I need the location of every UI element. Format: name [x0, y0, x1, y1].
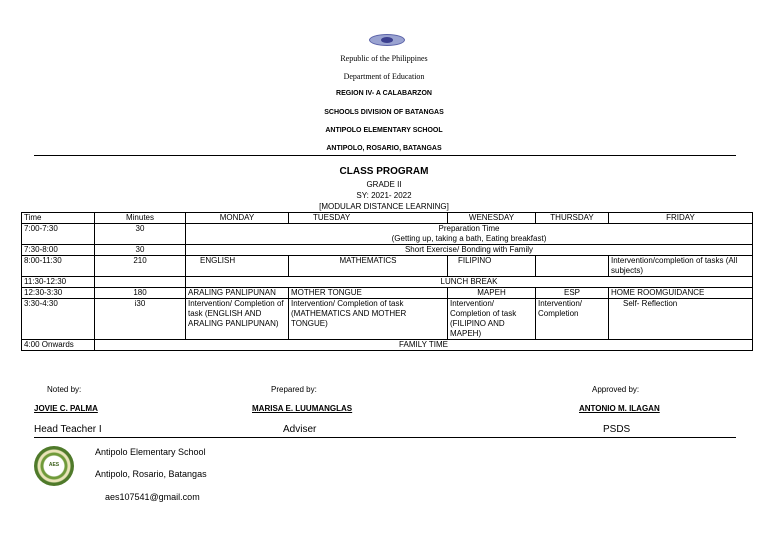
region-line: REGION IV- A CALABARZON [336, 90, 432, 97]
row4-minutes [95, 277, 186, 288]
table-row [22, 256, 753, 277]
row2-minutes: 30 [95, 245, 186, 256]
table-row [22, 299, 753, 340]
row1-time: 7:00-7:30 [22, 224, 95, 245]
prepared-label: Prepared by: [271, 385, 317, 394]
row3-wednesday: FILIPINO [448, 256, 536, 277]
logo-text: AES [48, 462, 60, 468]
noted-name: JOVIE C. PALMA [34, 404, 98, 413]
footer-school-name: Antipolo Elementary School [95, 447, 206, 457]
footer-divider [34, 437, 736, 438]
row5-time: 12:30-3:30 [22, 288, 95, 299]
republic-line: Republic of the Philippines [340, 54, 428, 63]
row3-time: 8:00-11:30 [22, 256, 95, 277]
row1-minutes: 30 [95, 224, 186, 245]
row3-thursday [536, 256, 609, 277]
header-divider [34, 155, 736, 156]
row6-monday: Intervention/ Completion of task (ENGLISH AND ARALING PANLIPUNAN) [186, 299, 289, 340]
approved-label: Approved by: [592, 385, 640, 394]
header-time: Time [22, 213, 95, 224]
table-header-row [22, 213, 753, 224]
header-minutes: Minutes [95, 213, 186, 224]
header-thursday: THURSDAY [536, 213, 609, 224]
footer-address: Antipolo, Rosario, Batangas [95, 469, 207, 479]
address-line: ANTIPOLO, ROSARIO, BATANGAS [326, 145, 442, 152]
table-row [22, 245, 753, 256]
row6-time: 3:30-4:30 [22, 299, 95, 340]
school-year: SY: 2021- 2022 [356, 191, 412, 200]
header-monday: MONDAY [186, 213, 289, 224]
table-row [22, 340, 753, 351]
header-friday: FRIDAY [609, 213, 753, 224]
noted-label: Noted by: [47, 385, 82, 394]
division-line: SCHOOLS DIVISION OF BATANGAS [324, 109, 444, 116]
row6-thursday: Intervention/ Completion [536, 299, 609, 340]
row2-activity: Short Exercise/ Bonding with Family [186, 245, 753, 256]
table-row [22, 224, 753, 245]
department-line: Department of Education [343, 72, 425, 81]
approved-title: PSDS [603, 424, 631, 435]
table-row [22, 277, 753, 288]
row2-time: 7:30-8:00 [22, 245, 95, 256]
grade-label: GRADE II [366, 180, 402, 189]
modality-label: [MODULAR DISTANCE LEARNING] [319, 202, 449, 211]
row6-minutes: i30 [95, 299, 186, 340]
row3-tuesday: MATHEMATICS [289, 256, 448, 277]
school-line: ANTIPOLO ELEMENTARY SCHOOL [325, 127, 443, 134]
row4-time: 11:30-12:30 [22, 277, 95, 288]
row1-activity-cell [186, 224, 753, 245]
header-tuesday: TUESDAY [289, 213, 448, 224]
noted-title: Head Teacher I [34, 424, 102, 435]
prepared-name: MARISA E. LUUMANGLAS [252, 404, 353, 413]
row1-detail: (Getting up, taking a bath, Eating breakfast) [391, 234, 547, 243]
class-program-table [21, 212, 753, 351]
row6-wednesday: Intervention/ Completion of task (FILIPINO AND MAPEH) [448, 299, 536, 340]
approved-name: ANTONIO M. ILAGAN [579, 404, 660, 413]
row1-activity: Preparation Time [438, 224, 500, 233]
row7-time: 4:00 Onwards [22, 340, 95, 351]
row3-minutes: 210 [95, 256, 186, 277]
row5-friday: HOME ROOMGUIDANCE [609, 288, 753, 299]
program-title: CLASS PROGRAM [339, 166, 429, 177]
header-wednesday: WENESDAY [448, 213, 536, 224]
deped-seal-icon [369, 34, 405, 46]
row6-tuesday: Intervention/ Completion of task (MATHEMATICS AND MOTHER TONGUE) [289, 299, 448, 340]
row4-activity: LUNCH BREAK [186, 277, 753, 288]
row5-monday: ARALING PANLIPUNAN [186, 288, 289, 299]
row6-friday: Self- Reflection [609, 299, 753, 340]
row7-activity: FAMILY TIME [95, 340, 753, 351]
row3-friday: Intervention/completion of tasks (All subjects) [609, 256, 753, 277]
school-logo-icon [34, 446, 74, 486]
row5-thursday: ESP [536, 288, 609, 299]
row5-minutes: 180 [95, 288, 186, 299]
row3-monday: ENGLISH [186, 256, 289, 277]
row5-tuesday: MOTHER TONGUE [289, 288, 448, 299]
footer-email: aes107541@gmail.com [105, 492, 200, 502]
prepared-title: Adviser [283, 424, 317, 435]
row5-wednesday: MAPEH [448, 288, 536, 299]
table-row [22, 288, 753, 299]
